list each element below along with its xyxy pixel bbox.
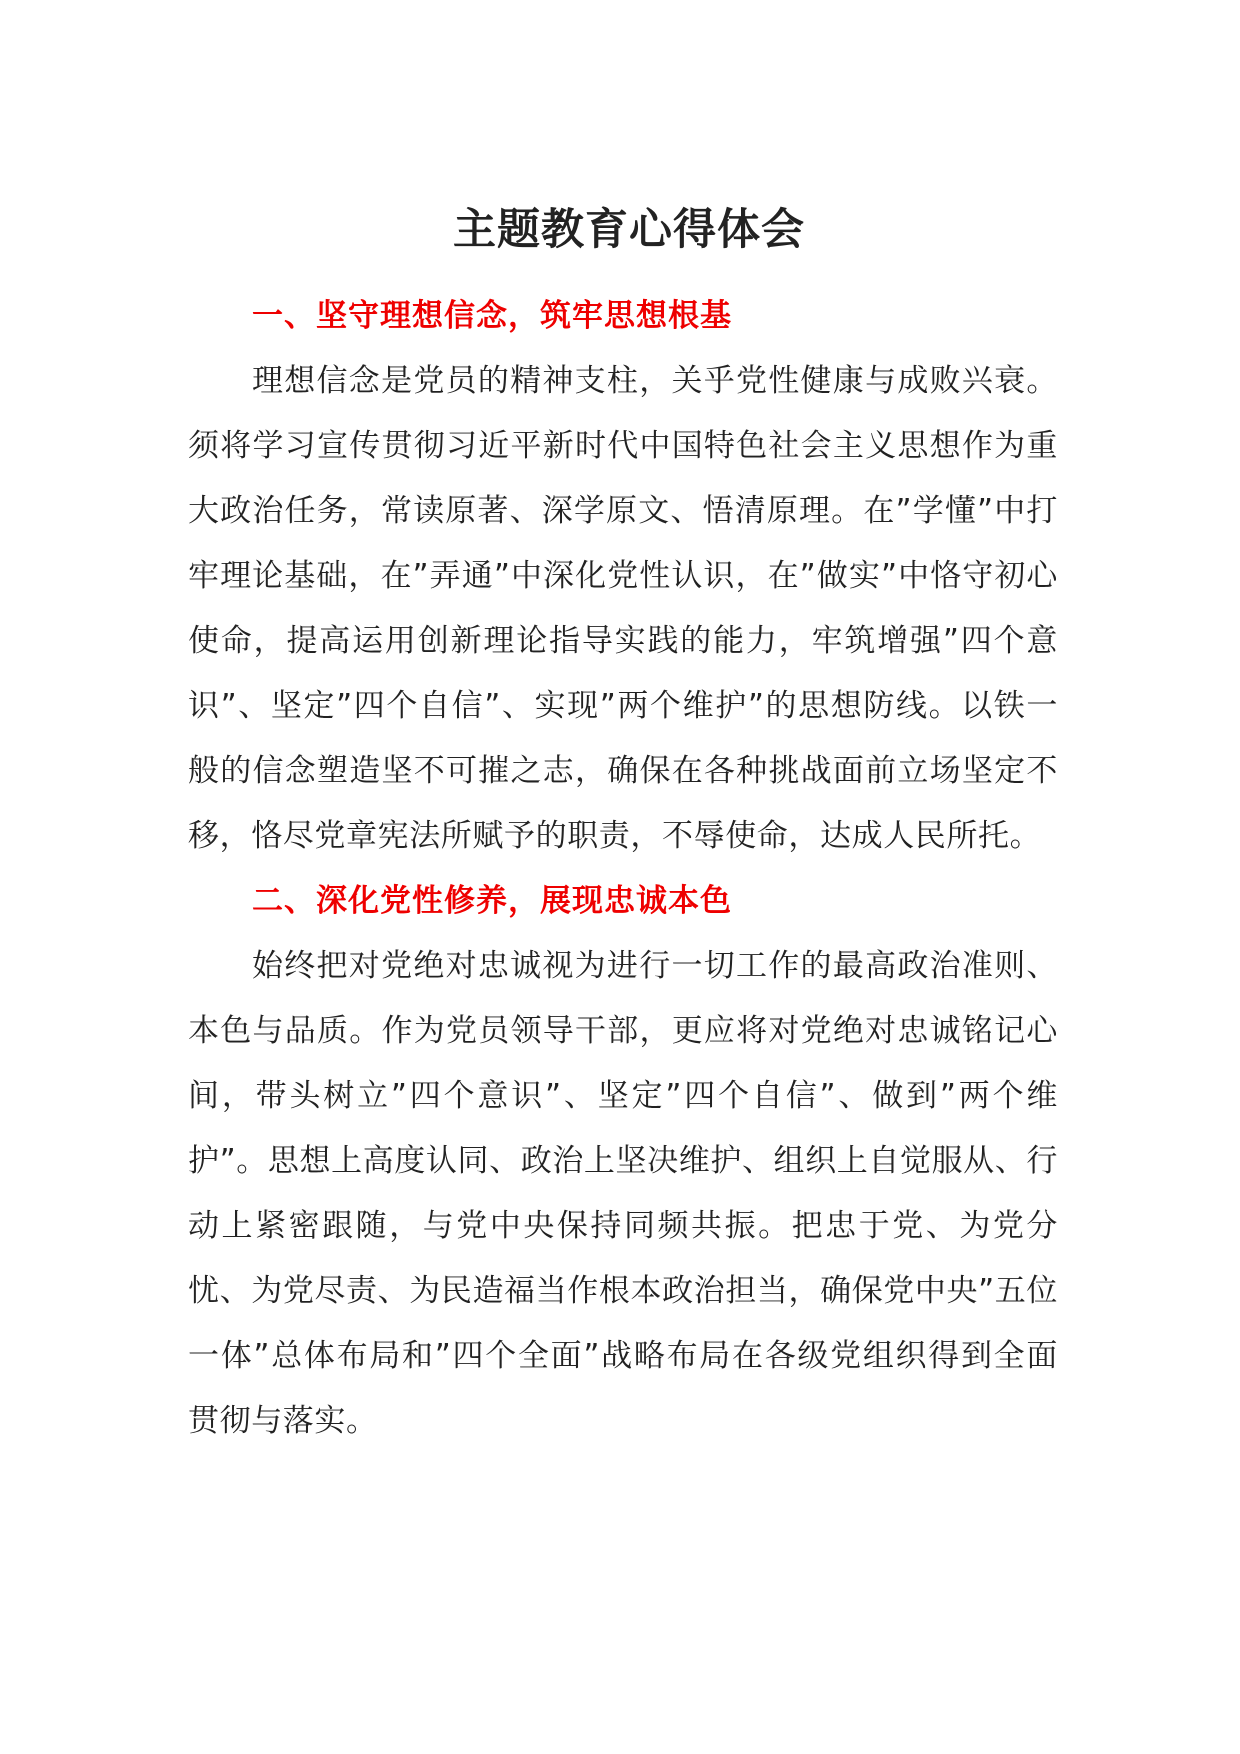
- section-heading-2: 二、深化党性修养，展现忠诚本色: [252, 883, 732, 919]
- section-paragraph-2: 始终把对党绝对忠诚视为进行一切工作的最高政治准则、本色与品质。作为党员领导干部，更应将对党绝对忠诚铭记心间，带头树立”四个意识”、坚定”四个自信”、做到”两个维护”。思想上高度认同、政治上坚决维护、组织上自觉服从、行动上紧密跟随，与党中央保持同频共振。把忠于党、为党分忧、为党尽责、为民造福当作根本政治担当，确保党中央”五位一体”总体布局和”四个全面”战略布局在各级党组织得到全面贯彻与落实。: [188, 948, 1058, 1439]
- section-paragraph-1: 理想信念是党员的精神支柱，关乎党性健康与成败兴衰。须将学习宣传贯彻习近平新时代中国特色社会主义思想作为重大政治任务，常读原著、深学原文、悟清原理。在”学懂”中打牢理论基础，在”弄通”中深化党性认识，在”做实”中恪守初心使命，提高运用创新理论指导实践的能力，牢筑增强”四个意识”、坚定”四个自信”、实现”两个维护”的思想防线。以铁一般的信念塑造坚不可摧之志，确保在各种挑战面前立场坚定不移，恪尽党章宪法所赋予的职责，不辱使命，达成人民所托。: [188, 363, 1058, 854]
- document-page: [188, 200, 1058, 1454]
- section-heading-1: 一、坚守理想信念，筑牢思想根基: [252, 298, 732, 334]
- document-title: 主题教育心得体会: [453, 205, 805, 255]
